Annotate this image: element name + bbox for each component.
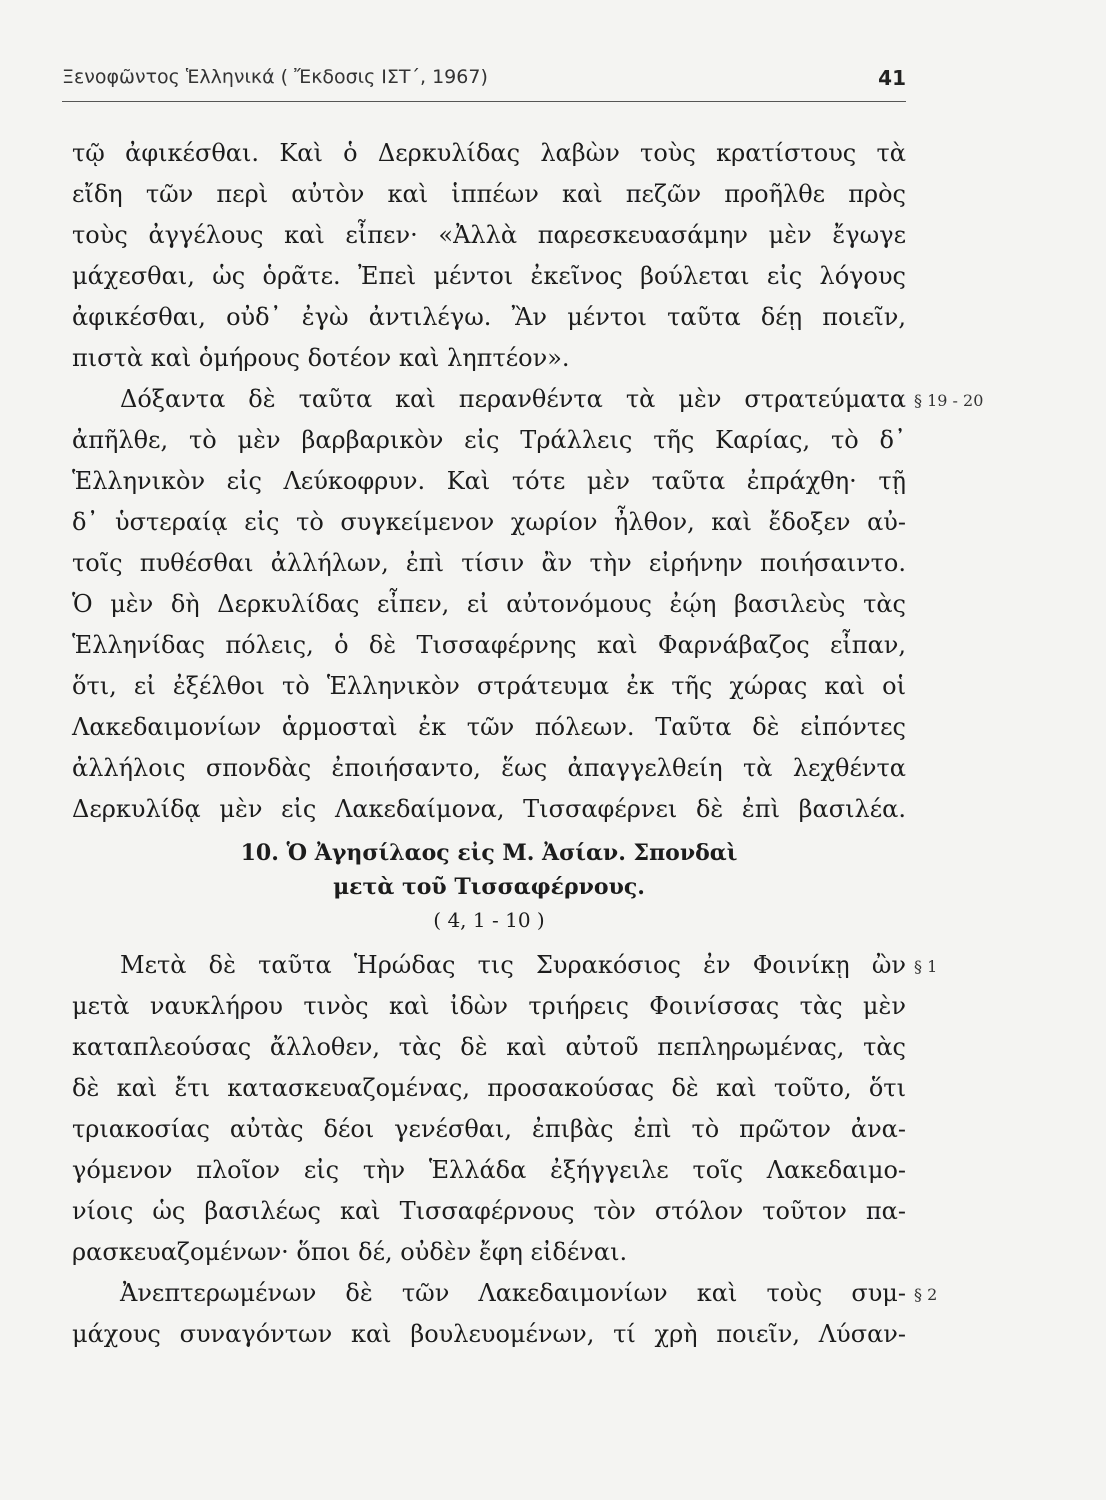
text-line: μάχους συναγόντων καὶ βουλευομένων, τί χρὴ ποιεῖν, Λύσαν- (72, 1320, 906, 1348)
text-line: Μετὰ δὲ ταῦτα Ἡρώδας τις Συρακόσιος ἐν Φοινίκῃ ὢν (120, 951, 906, 979)
text-line: νίοις ὡς βασιλέως καὶ Τισσαφέρνους τὸν στόλον τοῦτον πα- (72, 1197, 906, 1225)
text-line: τριακοσίας αὐτὰς δέοι γενέσθαι, ἐπιβὰς ἐπὶ τὸ πρῶτον ἀνα- (72, 1115, 906, 1143)
text-line: Ἀνεπτερωμένων δὲ τῶν Λακεδαιμονίων καὶ τοὺς συμ- (120, 1279, 906, 1307)
text-line: γόμενον πλοῖον εἰς τὴν Ἑλλάδα ἐξήγγειλε τοῖς Λακεδαιμο- (72, 1156, 906, 1184)
text-line: Δερκυλίδᾳ μὲν εἰς Λακεδαίμονα, Τισσαφέρνει δὲ ἐπὶ βασιλέα. (72, 795, 906, 823)
text-line: μάχεσθαι, ὡς ὁρᾶτε. Ἐπεὶ μέντοι ἐκεῖνος βούλεται εἰς λόγους (72, 262, 906, 290)
text-line: Λακεδαιμονίων ἁρμοσταὶ ἐκ τῶν πόλεων. Ταῦτα δὲ εἰπόντες (72, 713, 906, 741)
section-reference: ( 4, 1 - 10 ) (433, 908, 545, 932)
section-heading: 10. Ὁ Ἀγησίλαος εἰς Μ. Ἀσίαν. Σπονδαὶ (240, 840, 738, 866)
section-marginal-note: § 19 - 20 (914, 391, 984, 410)
running-header (62, 58, 906, 102)
text-line: τοὺς ἀγγέλους καὶ εἶπεν· «Ἀλλὰ παρεσκευασάμην μὲν ἔγωγε (72, 221, 906, 249)
text-line: τῷ ἀφικέσθαι. Καὶ ὁ Δερκυλίδας λαβὼν τοὺς κρατίστους τὰ (72, 139, 906, 167)
text-line: πιστὰ καὶ ὁμήρους δοτέον καὶ ληπτέον». (72, 344, 570, 372)
text-line: ἀφικέσθαι, οὐδ᾽ ἐγὼ ἀντιλέγω. Ἂν μέντοι ταῦτα δέῃ ποιεῖν, (72, 303, 906, 331)
text-line: δ᾽ ὑστεραίᾳ εἰς τὸ συγκείμενον χωρίον ἦλθον, καὶ ἔδοξεν αὐ- (72, 508, 906, 536)
header-rule (62, 101, 906, 102)
text-line: τοῖς πυθέσθαι ἀλλήλων, ἐπὶ τίσιν ἂν τὴν εἰρήνην ποιήσαιντο. (72, 549, 906, 577)
section-marginal-note: § 1 (914, 957, 938, 976)
text-line: εἴδη τῶν περὶ αὐτὸν καὶ ἱππέων καὶ πεζῶν προῆλθε πρὸς (72, 180, 906, 208)
text-line: Δόξαντα δὲ ταῦτα καὶ περανθέντα τὰ μὲν στρατεύματα (120, 385, 906, 413)
text-line: Ἑλληνίδας πόλεις, ὁ δὲ Τισσαφέρνης καὶ Φαρνάβαζος εἶπαν, (72, 631, 906, 659)
text-line: δὲ καὶ ἔτι κατασκευαζομένας, προσακούσας δὲ καὶ τοῦτο, ὅτι (72, 1074, 906, 1102)
text-line: ὅτι, εἰ ἐξέλθοι τὸ Ἑλληνικὸν στράτευμα ἐκ τῆς χώρας καὶ οἱ (72, 672, 906, 700)
text-line: μετὰ ναυκλήρου τινὸς καὶ ἰδὼν τριήρεις Φοινίσσας τὰς μὲν (72, 992, 906, 1020)
running-title: Ξενοφῶντος Ἑλληνικά ( Ἔκδοσις ΙΣΤ΄, 1967) (62, 66, 488, 88)
text-line: ἀπῆλθε, τὸ μὲν βαρβαρικὸν εἰς Τράλλεις τῆς Καρίας, τὸ δ᾽ (72, 426, 906, 454)
text-line: ρασκευαζομένων· ὅποι δέ, οὐδὲν ἔφη εἰδέναι. (72, 1238, 628, 1266)
section-heading: μετὰ τοῦ Τισσαφέρνους. (333, 874, 645, 900)
text-line: καταπλεούσας ἄλλοθεν, τὰς δὲ καὶ αὐτοῦ πεπληρωμένας, τὰς (72, 1033, 906, 1061)
text-line: Ἑλληνικὸν εἰς Λεύκοφρυν. Καὶ τότε μὲν ταῦτα ἐπράχθη· τῇ (72, 467, 906, 495)
text-line: ἀλλήλοις σπονδὰς ἐποιήσαντο, ἕως ἀπαγγελθείη τὰ λεχθέντα (72, 754, 906, 782)
page-number: 41 (878, 66, 906, 90)
section-marginal-note: § 2 (914, 1285, 938, 1304)
text-line: Ὁ μὲν δὴ Δερκυλίδας εἶπεν, εἰ αὐτονόμους ἐῴη βασιλεὺς τὰς (72, 590, 906, 618)
